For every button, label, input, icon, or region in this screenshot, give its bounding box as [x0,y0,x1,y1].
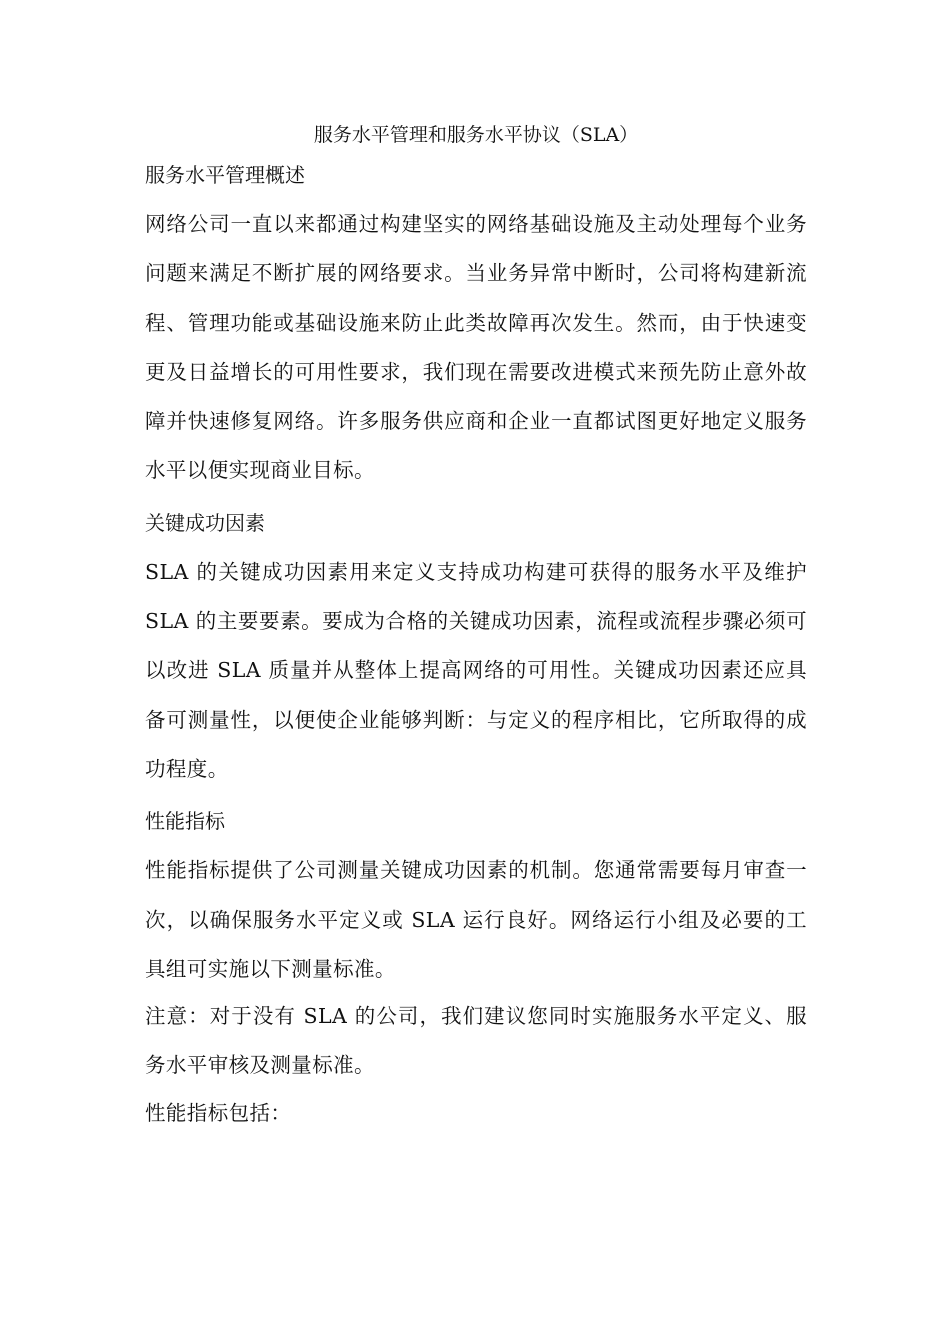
section-heading-performance-metrics: 性能指标 [145,809,225,834]
document-body [145,118,807,1148]
section-heading-key-success-factors: 关键成功因素 [145,510,265,535]
closing-line: 性能指标包括： [145,1100,292,1125]
section-heading-overview: 服务水平管理概述 [145,163,305,187]
document-title: 服务水平管理和服务水平协议（SLA） [313,124,639,146]
note-paragraph: 注意：对于没有 SLA 的公司，我们建议您同时实施服务水平定义、服务水平审核及测量标准。 [145,1004,807,1078]
section-paragraph-key-success-factors: SLA 的关键成功因素用来定义支持成功构建可获得的服务水平及维护 SLA 的主要要素。要成为合格的关键成功因素，流程或流程步骤必须可以改进 SLA 质量并从整体上提高网络的可用性。关键成功因素还应具备可测量性，以便使企业能够判断：与定义的程序相比，它所取得的成功程度。 [145,559,807,781]
section-paragraph-overview: 网络公司一直以来都通过构建坚实的网络基础设施及主动处理每个业务问题来满足不断扩展的网络要求。当业务异常中断时，公司将构建新流程、管理功能或基础设施来防止此类故障再次发生。然而，由于快速变更及日益增长的可用性要求，我们现在需要改进模式来预先防止意外故障并快速修复网络。许多服务供应商和企业一直都试图更好地定义服务水平以便实现商业目标。 [145,212,807,483]
section-paragraph-performance-metrics: 性能指标提供了公司测量关键成功因素的机制。您通常需要每月审查一次，以确保服务水平定义或 SLA 运行良好。网络运行小组及必要的工具组可实施以下测量标准。 [145,858,807,981]
